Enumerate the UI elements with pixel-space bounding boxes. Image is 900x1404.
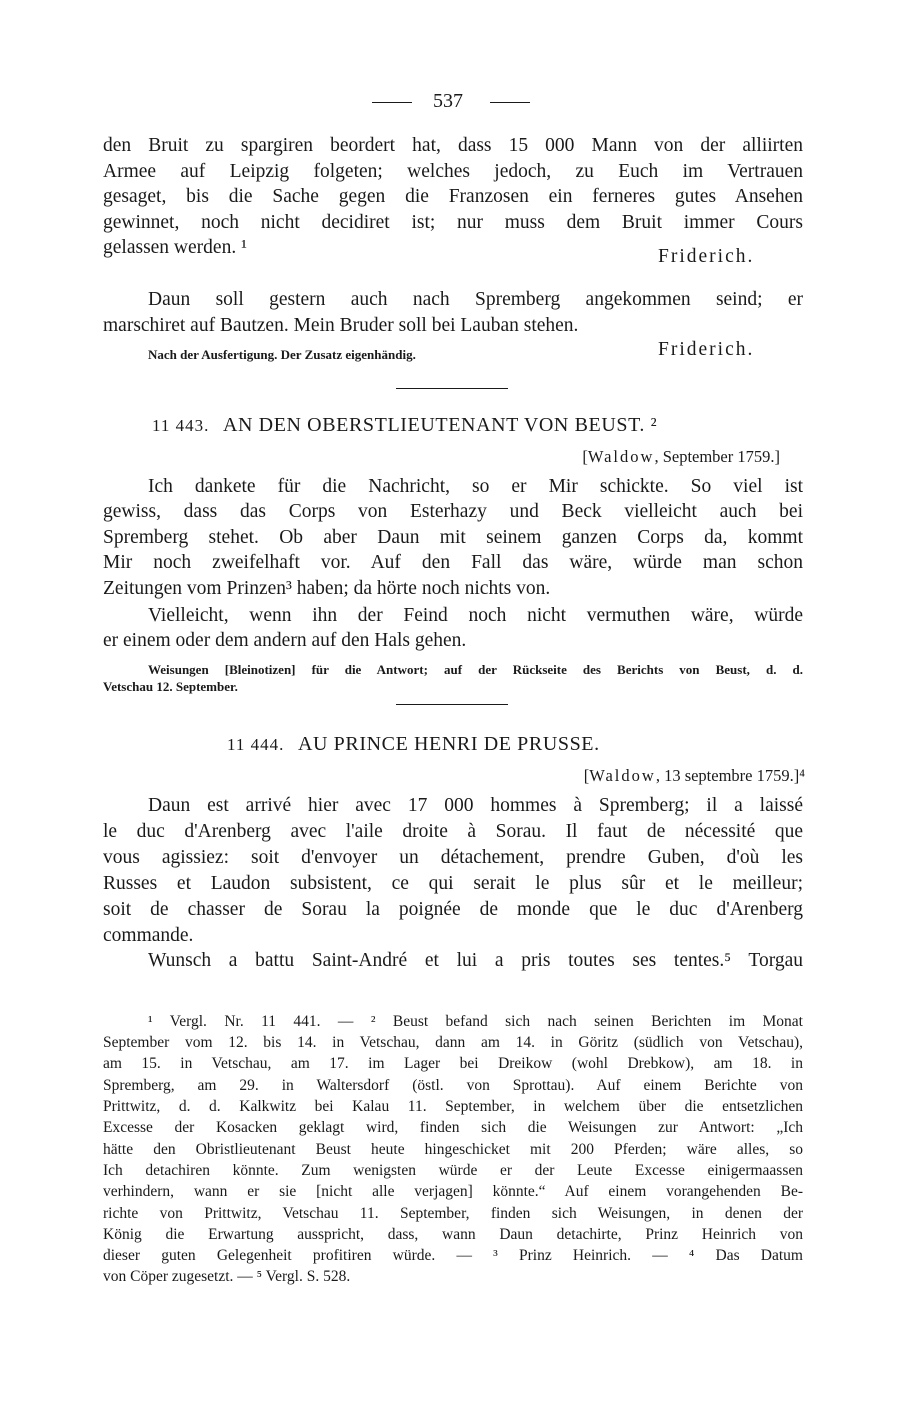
- text-line: er einem oder dem andern auf den Hals gehen.: [103, 630, 467, 651]
- text-line: Daun soll gestern auch nach Spremberg angekommen seind; er: [148, 289, 803, 310]
- dateline: [103, 444, 780, 470]
- section-divider: [396, 388, 508, 389]
- letter-title: AN DEN OBERSTLIEUTENANT VON BEUST. ²: [222, 414, 658, 436]
- text-line: Daun est arrivé hier avec 17 000 hommes à Spremberg; il a laissé: [148, 795, 803, 816]
- footnote-line: Spremberg, am 29. in Waltersdorf (östl. von Sprottau). Auf einem Berichte von: [103, 1077, 803, 1094]
- footnote-line: König die Erwartung ausspricht, dass, wann Daun detachirte, Prinz Heinrich von: [103, 1226, 803, 1243]
- text-line: Spremberg stehet. Ob aber Daun mit seinem ganzen Corps da, kommt: [103, 527, 803, 548]
- footnote-line: richte von Prittwitz, Vetschau 11. September, finden sich Weisungen, in denen der: [103, 1205, 803, 1222]
- footnote-line: ¹ Vergl. Nr. 11 441. — ² Beust befand sich nach seinen Berichten im Monat: [148, 1013, 803, 1030]
- text-line: le duc d'Arenberg avec l'aile droite à Sorau. Il faut de nécessité que: [103, 821, 803, 842]
- text-line: gesaget, bis die Sache gegen die Franzosen ein ferneres gutes Ansehen: [103, 186, 803, 207]
- footnote-line: dieser guten Gelegenheit profitiren würde. — ³ Prinz Heinrich. — ⁴ Das Datum: [103, 1247, 803, 1264]
- dateline-date: , 13 septembre 1759.]⁴: [655, 766, 805, 785]
- letter-heading: [227, 733, 600, 756]
- text-line: marschiret auf Bautzen. Mein Bruder soll bei Lauban stehen.: [103, 315, 579, 336]
- source-note: Nach der Ausfertigung. Der Zusatz eigenhändig.: [148, 347, 416, 362]
- source-note: Vetschau 12. September.: [103, 679, 238, 694]
- text-line: gewinnet, noch nicht decidiret ist; nur muss dem Bruit immer Cours: [103, 212, 803, 233]
- page-number-dash-right: [490, 102, 530, 103]
- text-line: Ich dankete für die Nachricht, so er Mir schickte. So viel ist: [148, 476, 803, 497]
- dateline-bracket: [: [582, 447, 588, 466]
- page-number: 537: [433, 90, 463, 112]
- footnote-line: Ich detachiren könnte. Zum wenigsten würde er der Leute Excesse einigermaassen: [103, 1162, 803, 1179]
- letter-number: 11 444.: [227, 735, 285, 754]
- page-number-dash-left: [372, 102, 412, 103]
- text-line: vous agissiez: soit d'envoyer un détachement, prendre Guben, d'où les: [103, 847, 803, 868]
- text-line: Mir noch zweifelhaft vor. Auf den Fall das wäre, würde man schon: [103, 552, 803, 573]
- text-line: gelassen werden. ¹: [103, 237, 247, 258]
- footnote-line: am 15. in Vetschau, am 17. im Lager bei Dreikow (wohl Drebkow), am 18. in: [103, 1055, 803, 1072]
- footnote-line: hätte den Obristlieutenant Beust heute hingeschicket mit 200 Pferden; wäre alles, so: [103, 1141, 803, 1158]
- letter-title: AU PRINCE HENRI DE PRUSSE.: [297, 733, 600, 755]
- dateline-date: , September 1759.]: [654, 447, 780, 466]
- footnote-line: von Cöper zugesetzt. — ⁵ Vergl. S. 528.: [103, 1268, 351, 1285]
- dateline-place: Waldow: [587, 447, 655, 466]
- footnote-line: verhindern, wann er sie [nicht alle verjagen] könnte.“ Auf einem vorangehenden Be-: [103, 1183, 803, 1200]
- footnote-line: September vom 12. bis 14. in Vetschau, dann am 14. in Göritz (südlich von Vetschau),: [103, 1034, 803, 1051]
- letter-number: 11 443.: [152, 416, 210, 435]
- footnote-line: Excesse der Kosacken geklagt wird, finden sich die Weisungen zur Antwort: „Ich: [103, 1119, 803, 1136]
- text-line: Vielleicht, wenn ihn der Feind noch nicht vermuthen wäre, würde: [148, 605, 803, 626]
- text-line: Russes et Laudon subsistent, ce qui serait le plus sûr et le meilleur;: [103, 873, 803, 894]
- text-line: Armee auf Leipzig folgeten; welches jedoch, zu Euch im Vertrauen: [103, 161, 803, 182]
- text-line: soit de chasser de Sorau la poignée de monde que le duc d'Arenberg: [103, 899, 803, 920]
- text-line: Zeitungen vom Prinzen³ haben; da hörte noch nichts von.: [103, 578, 551, 599]
- footnote-line: Prittwitz, d. d. Kalkwitz bei Kalau 11. September, in welchem über die entsetzlichen: [103, 1098, 803, 1115]
- section-divider: [396, 704, 508, 705]
- text-line: Wunsch a battu Saint-André et lui a pris toutes ses tentes.⁵ Torgau: [148, 950, 803, 971]
- signature: Friderich.: [658, 246, 755, 267]
- dateline-bracket: [: [583, 766, 590, 785]
- dateline: [103, 763, 805, 789]
- signature: Friderich.: [658, 339, 755, 360]
- text-line: commande.: [103, 925, 194, 946]
- dateline-place: Waldow: [589, 766, 656, 785]
- text-line: gewiss, dass das Corps von Esterhazy und Beck vielleicht auch bei: [103, 501, 803, 522]
- text-line: den Bruit zu spargiren beordert hat, dass 15 000 Mann von der alliirten: [103, 135, 803, 156]
- letter-heading: [152, 414, 657, 437]
- source-note: Weisungen [Bleinotizen] für die Antwort; auf der Rückseite des Berichts von Beust, d. d.: [148, 662, 803, 677]
